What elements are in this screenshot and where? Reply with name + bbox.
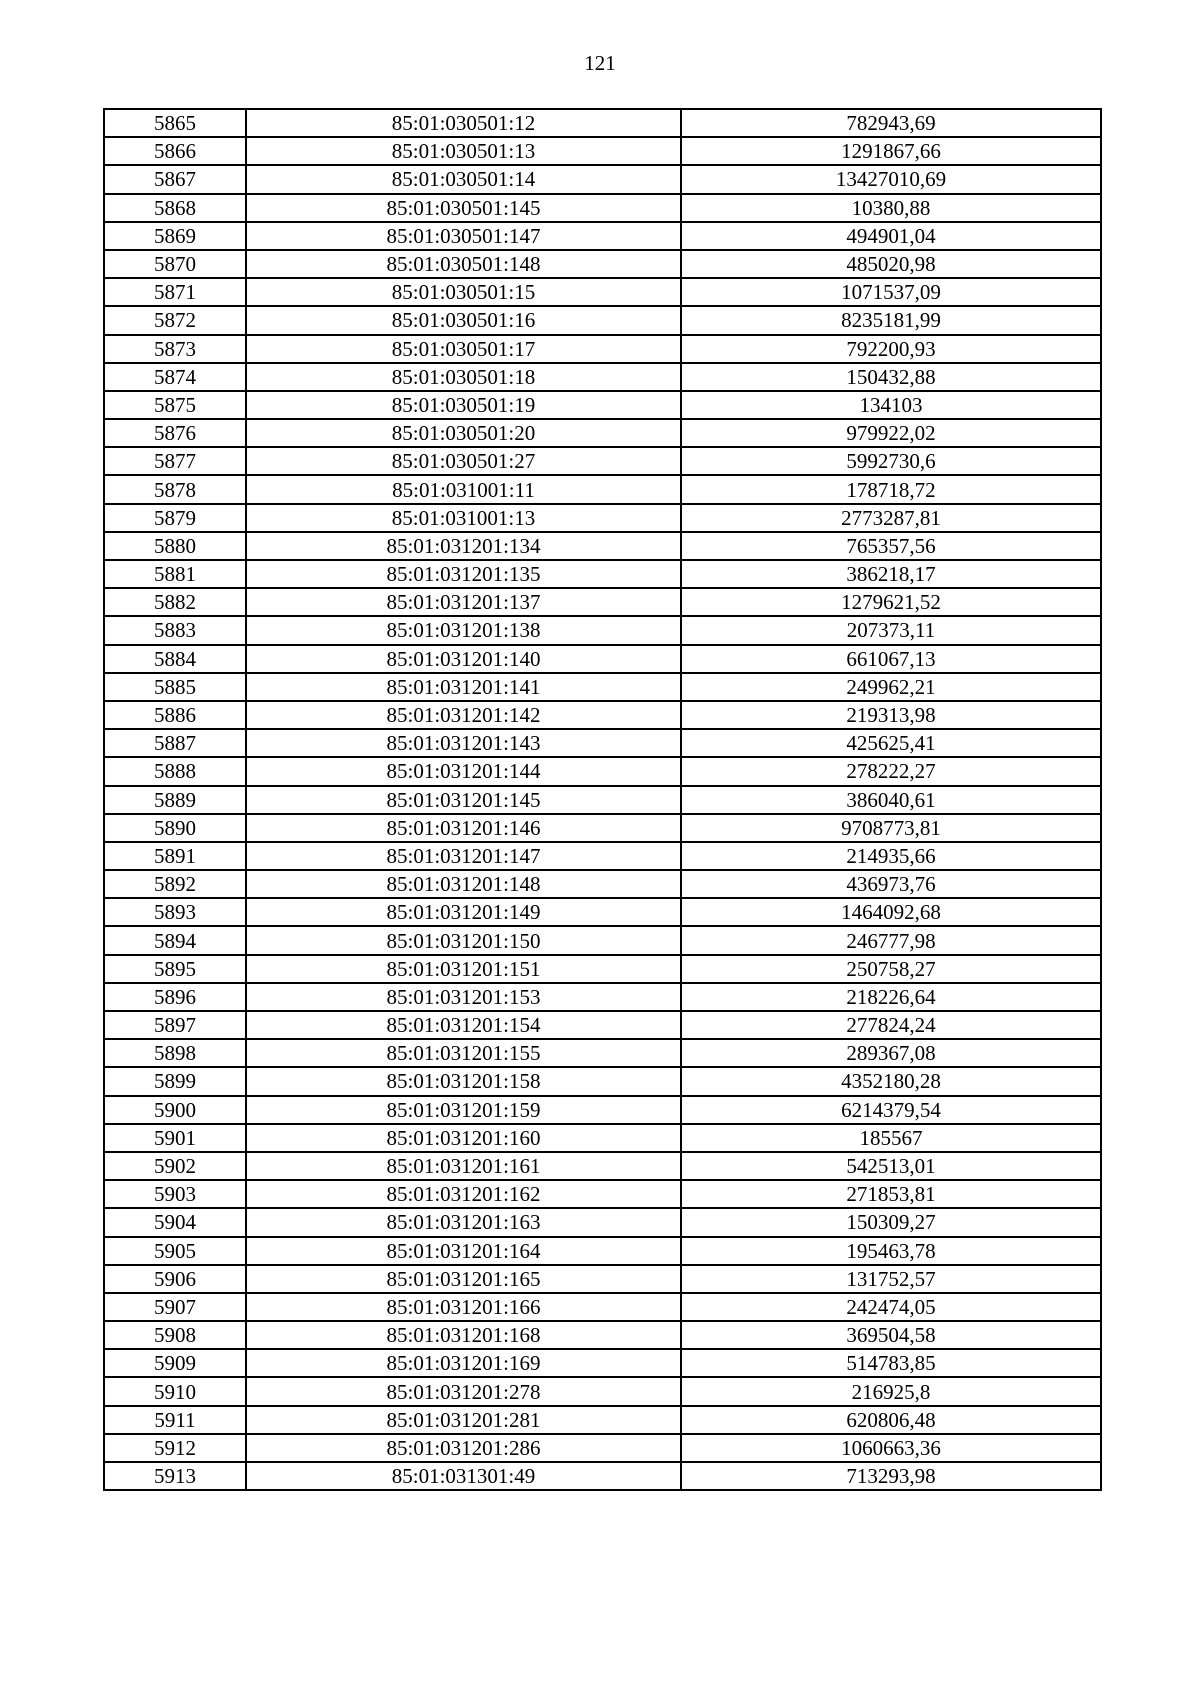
data-table (103, 108, 1102, 1491)
value-cell: 782943,69 (681, 109, 1101, 137)
table-row (104, 1434, 1101, 1462)
row-number-cell: 5877 (104, 447, 246, 475)
cadastral-number-cell: 85:01:031201:161 (246, 1152, 681, 1180)
cadastral-number-cell: 85:01:030501:12 (246, 109, 681, 137)
row-number-cell: 5900 (104, 1096, 246, 1124)
value-cell: 13427010,69 (681, 165, 1101, 193)
value-cell: 1464092,68 (681, 898, 1101, 926)
row-number-cell: 5889 (104, 786, 246, 814)
cadastral-number-cell: 85:01:030501:147 (246, 222, 681, 250)
cadastral-number-cell: 85:01:030501:15 (246, 278, 681, 306)
value-cell: 134103 (681, 391, 1101, 419)
cadastral-number-cell: 85:01:030501:14 (246, 165, 681, 193)
cadastral-number-cell: 85:01:031201:145 (246, 786, 681, 814)
table-row (104, 560, 1101, 588)
row-number-cell: 5904 (104, 1208, 246, 1236)
table-row (104, 137, 1101, 165)
value-cell: 6214379,54 (681, 1096, 1101, 1124)
row-number-cell: 5890 (104, 814, 246, 842)
row-number-cell: 5895 (104, 955, 246, 983)
table-row (104, 447, 1101, 475)
cadastral-number-cell: 85:01:031201:162 (246, 1180, 681, 1208)
table-row (104, 955, 1101, 983)
row-number-cell: 5882 (104, 588, 246, 616)
cadastral-number-cell: 85:01:031201:166 (246, 1293, 681, 1321)
cadastral-number-cell: 85:01:031201:134 (246, 532, 681, 560)
table-row (104, 391, 1101, 419)
value-cell: 150432,88 (681, 363, 1101, 391)
cadastral-number-cell: 85:01:031201:163 (246, 1208, 681, 1236)
cadastral-number-cell: 85:01:031201:165 (246, 1265, 681, 1293)
row-number-cell: 5884 (104, 645, 246, 673)
value-cell: 436973,76 (681, 870, 1101, 898)
cadastral-number-cell: 85:01:031201:169 (246, 1349, 681, 1377)
value-cell: 792200,93 (681, 335, 1101, 363)
cadastral-number-cell: 85:01:031201:144 (246, 757, 681, 785)
table-row (104, 983, 1101, 1011)
value-cell: 214935,66 (681, 842, 1101, 870)
table-row (104, 335, 1101, 363)
value-cell: 219313,98 (681, 701, 1101, 729)
row-number-cell: 5902 (104, 1152, 246, 1180)
cadastral-number-cell: 85:01:031201:164 (246, 1237, 681, 1265)
value-cell: 1071537,09 (681, 278, 1101, 306)
row-number-cell: 5905 (104, 1237, 246, 1265)
cadastral-number-cell: 85:01:030501:20 (246, 419, 681, 447)
row-number-cell: 5901 (104, 1124, 246, 1152)
table-row (104, 757, 1101, 785)
row-number-cell: 5883 (104, 616, 246, 644)
row-number-cell: 5907 (104, 1293, 246, 1321)
cadastral-number-cell: 85:01:031201:278 (246, 1377, 681, 1405)
value-cell: 514783,85 (681, 1349, 1101, 1377)
row-number-cell: 5888 (104, 757, 246, 785)
row-number-cell: 5868 (104, 194, 246, 222)
cadastral-number-cell: 85:01:031201:141 (246, 673, 681, 701)
cadastral-number-cell: 85:01:031201:154 (246, 1011, 681, 1039)
value-cell: 386040,61 (681, 786, 1101, 814)
row-number-cell: 5896 (104, 983, 246, 1011)
row-number-cell: 5898 (104, 1039, 246, 1067)
table-row (104, 898, 1101, 926)
value-cell: 425625,41 (681, 729, 1101, 757)
cadastral-number-cell: 85:01:031201:140 (246, 645, 681, 673)
value-cell: 9708773,81 (681, 814, 1101, 842)
value-cell: 620806,48 (681, 1406, 1101, 1434)
table-row (104, 475, 1101, 503)
row-number-cell: 5911 (104, 1406, 246, 1434)
table-row (104, 588, 1101, 616)
table-row (104, 278, 1101, 306)
row-number-cell: 5878 (104, 475, 246, 503)
row-number-cell: 5880 (104, 532, 246, 560)
cadastral-number-cell: 85:01:031201:159 (246, 1096, 681, 1124)
table-row (104, 250, 1101, 278)
value-cell: 278222,27 (681, 757, 1101, 785)
row-number-cell: 5906 (104, 1265, 246, 1293)
table-row (104, 1096, 1101, 1124)
cadastral-number-cell: 85:01:031201:153 (246, 983, 681, 1011)
value-cell: 765357,56 (681, 532, 1101, 560)
cadastral-number-cell: 85:01:031201:281 (246, 1406, 681, 1434)
value-cell: 242474,05 (681, 1293, 1101, 1321)
table-row (104, 1265, 1101, 1293)
table-row (104, 1321, 1101, 1349)
table-row (104, 645, 1101, 673)
table-row (104, 165, 1101, 193)
cadastral-number-cell: 85:01:030501:27 (246, 447, 681, 475)
value-cell: 246777,98 (681, 926, 1101, 954)
row-number-cell: 5876 (104, 419, 246, 447)
row-number-cell: 5873 (104, 335, 246, 363)
row-number-cell: 5897 (104, 1011, 246, 1039)
table-row (104, 1124, 1101, 1152)
table-body (104, 109, 1101, 1490)
value-cell: 271853,81 (681, 1180, 1101, 1208)
cadastral-number-cell: 85:01:031201:137 (246, 588, 681, 616)
value-cell: 713293,98 (681, 1462, 1101, 1490)
cadastral-number-cell: 85:01:031301:49 (246, 1462, 681, 1490)
cadastral-number-cell: 85:01:031201:149 (246, 898, 681, 926)
value-cell: 150309,27 (681, 1208, 1101, 1236)
table-row (104, 1406, 1101, 1434)
cadastral-number-cell: 85:01:031201:286 (246, 1434, 681, 1462)
cadastral-number-cell: 85:01:031201:143 (246, 729, 681, 757)
row-number-cell: 5909 (104, 1349, 246, 1377)
row-number-cell: 5903 (104, 1180, 246, 1208)
value-cell: 131752,57 (681, 1265, 1101, 1293)
value-cell: 485020,98 (681, 250, 1101, 278)
table-row (104, 842, 1101, 870)
cadastral-number-cell: 85:01:031201:148 (246, 870, 681, 898)
cadastral-number-cell: 85:01:031201:142 (246, 701, 681, 729)
row-number-cell: 5894 (104, 926, 246, 954)
cadastral-number-cell: 85:01:031001:13 (246, 504, 681, 532)
cadastral-number-cell: 85:01:031201:155 (246, 1039, 681, 1067)
table-row (104, 1067, 1101, 1095)
table-row (104, 504, 1101, 532)
row-number-cell: 5870 (104, 250, 246, 278)
row-number-cell: 5892 (104, 870, 246, 898)
table-row (104, 673, 1101, 701)
value-cell: 369504,58 (681, 1321, 1101, 1349)
value-cell: 979922,02 (681, 419, 1101, 447)
row-number-cell: 5913 (104, 1462, 246, 1490)
cadastral-number-cell: 85:01:030501:16 (246, 306, 681, 334)
value-cell: 1060663,36 (681, 1434, 1101, 1462)
value-cell: 207373,11 (681, 616, 1101, 644)
cadastral-number-cell: 85:01:031201:151 (246, 955, 681, 983)
value-cell: 289367,08 (681, 1039, 1101, 1067)
table-row (104, 194, 1101, 222)
table-row (104, 1039, 1101, 1067)
cadastral-number-cell: 85:01:031201:160 (246, 1124, 681, 1152)
cadastral-number-cell: 85:01:030501:148 (246, 250, 681, 278)
row-number-cell: 5874 (104, 363, 246, 391)
value-cell: 1291867,66 (681, 137, 1101, 165)
row-number-cell: 5871 (104, 278, 246, 306)
table-row (104, 786, 1101, 814)
row-number-cell: 5908 (104, 1321, 246, 1349)
cadastral-number-cell: 85:01:031001:11 (246, 475, 681, 503)
table-row (104, 1349, 1101, 1377)
table-row (104, 1237, 1101, 1265)
value-cell: 10380,88 (681, 194, 1101, 222)
value-cell: 250758,27 (681, 955, 1101, 983)
row-number-cell: 5872 (104, 306, 246, 334)
row-number-cell: 5879 (104, 504, 246, 532)
row-number-cell: 5887 (104, 729, 246, 757)
cadastral-number-cell: 85:01:030501:17 (246, 335, 681, 363)
row-number-cell: 5912 (104, 1434, 246, 1462)
table-row (104, 729, 1101, 757)
cadastral-number-cell: 85:01:031201:138 (246, 616, 681, 644)
cadastral-number-cell: 85:01:031201:150 (246, 926, 681, 954)
table-row (104, 1180, 1101, 1208)
page-number: 121 (584, 51, 616, 75)
value-cell: 218226,64 (681, 983, 1101, 1011)
cadastral-number-cell: 85:01:031201:168 (246, 1321, 681, 1349)
row-number-cell: 5866 (104, 137, 246, 165)
value-cell: 386218,17 (681, 560, 1101, 588)
value-cell: 661067,13 (681, 645, 1101, 673)
cadastral-number-cell: 85:01:030501:19 (246, 391, 681, 419)
table-row (104, 1293, 1101, 1321)
table-row (104, 306, 1101, 334)
cadastral-number-cell: 85:01:031201:147 (246, 842, 681, 870)
row-number-cell: 5893 (104, 898, 246, 926)
cadastral-number-cell: 85:01:031201:135 (246, 560, 681, 588)
table-row (104, 1462, 1101, 1490)
row-number-cell: 5881 (104, 560, 246, 588)
table-row (104, 363, 1101, 391)
table-row (104, 419, 1101, 447)
cadastral-number-cell: 85:01:031201:146 (246, 814, 681, 842)
row-number-cell: 5891 (104, 842, 246, 870)
value-cell: 185567 (681, 1124, 1101, 1152)
row-number-cell: 5886 (104, 701, 246, 729)
cadastral-number-cell: 85:01:030501:145 (246, 194, 681, 222)
table-row (104, 222, 1101, 250)
row-number-cell: 5865 (104, 109, 246, 137)
table-row (104, 532, 1101, 560)
value-cell: 542513,01 (681, 1152, 1101, 1180)
value-cell: 249962,21 (681, 673, 1101, 701)
value-cell: 4352180,28 (681, 1067, 1101, 1095)
table-row (104, 926, 1101, 954)
table-row (104, 701, 1101, 729)
value-cell: 5992730,6 (681, 447, 1101, 475)
cadastral-number-cell: 85:01:031201:158 (246, 1067, 681, 1095)
table-row (104, 1377, 1101, 1405)
row-number-cell: 5899 (104, 1067, 246, 1095)
value-cell: 1279621,52 (681, 588, 1101, 616)
row-number-cell: 5885 (104, 673, 246, 701)
cadastral-number-cell: 85:01:030501:18 (246, 363, 681, 391)
row-number-cell: 5867 (104, 165, 246, 193)
value-cell: 277824,24 (681, 1011, 1101, 1039)
row-number-cell: 5875 (104, 391, 246, 419)
table-row (104, 109, 1101, 137)
table-row (104, 616, 1101, 644)
value-cell: 216925,8 (681, 1377, 1101, 1405)
table-row (104, 870, 1101, 898)
table-row (104, 1208, 1101, 1236)
value-cell: 2773287,81 (681, 504, 1101, 532)
row-number-cell: 5910 (104, 1377, 246, 1405)
value-cell: 8235181,99 (681, 306, 1101, 334)
table-row (104, 1011, 1101, 1039)
table-row (104, 814, 1101, 842)
table-row (104, 1152, 1101, 1180)
value-cell: 195463,78 (681, 1237, 1101, 1265)
row-number-cell: 5869 (104, 222, 246, 250)
value-cell: 178718,72 (681, 475, 1101, 503)
cadastral-number-cell: 85:01:030501:13 (246, 137, 681, 165)
value-cell: 494901,04 (681, 222, 1101, 250)
